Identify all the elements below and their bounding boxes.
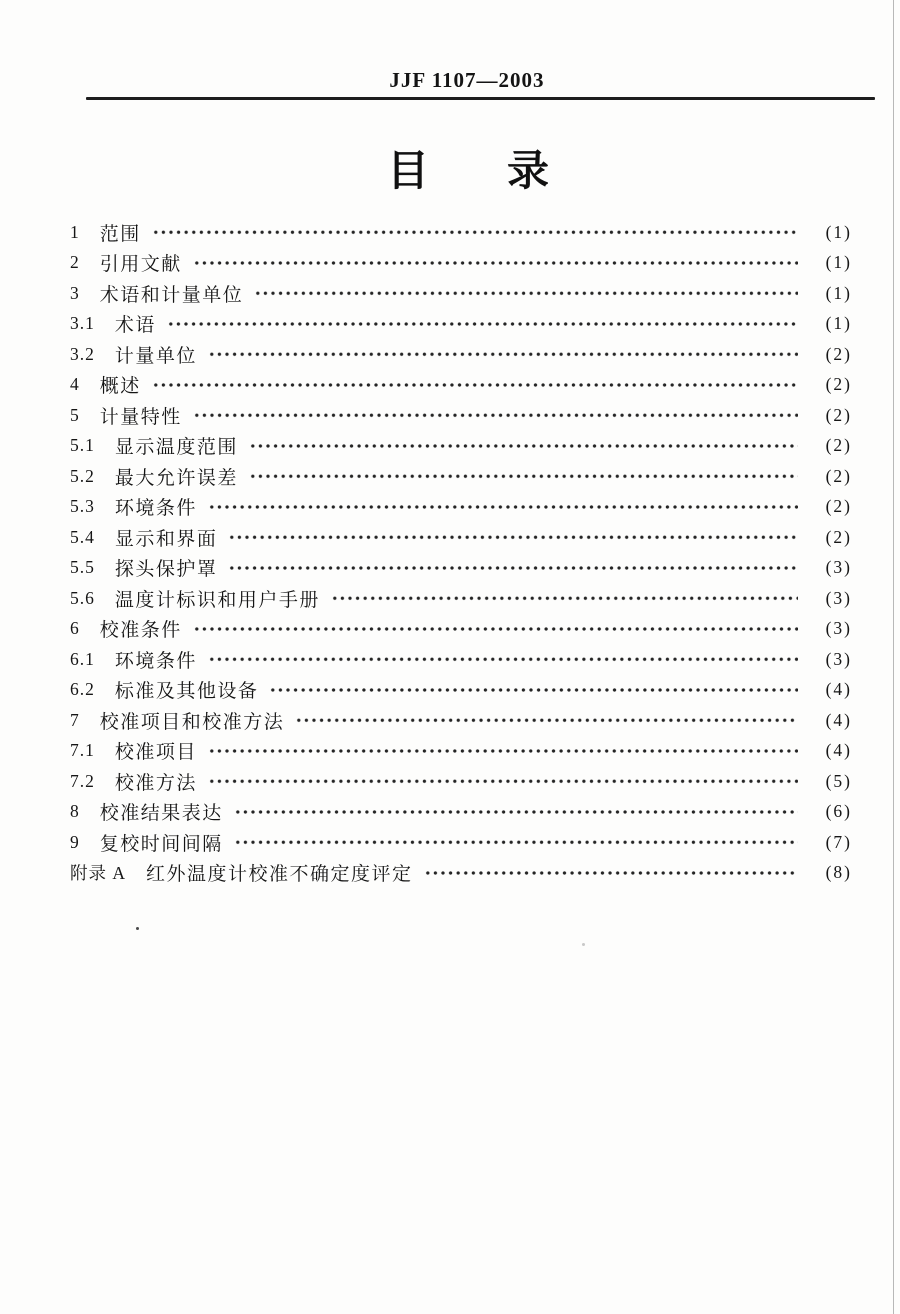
toc-entry-number: 4 <box>70 374 80 395</box>
dotted-leader <box>254 278 798 309</box>
toc-entry-page-number: (2) <box>825 526 852 547</box>
toc-entry <box>70 766 852 797</box>
dotted-leader <box>208 339 798 370</box>
scan-speck <box>136 927 139 930</box>
page-title-char-2: 录 <box>507 149 550 195</box>
dotted-leader <box>193 614 798 645</box>
toc-entry-number: 6 <box>70 618 80 639</box>
dotted-leader <box>208 736 798 767</box>
toc-entry-number: 5.3 <box>70 496 95 517</box>
dotted-leader <box>234 827 798 858</box>
toc-list <box>70 217 852 888</box>
toc-entry-page-number: (1) <box>825 252 852 273</box>
dotted-leader <box>295 705 798 736</box>
toc-entry <box>70 858 852 889</box>
dotted-leader <box>152 370 798 401</box>
toc-entry <box>70 827 852 858</box>
toc-entry-number: 5.4 <box>70 526 95 547</box>
toc-entry-number: 3.1 <box>70 313 95 334</box>
toc-entry <box>70 705 852 736</box>
dotted-leader <box>208 492 798 523</box>
document-code-header: JJF 1107—2003 <box>389 68 545 92</box>
toc-entry <box>70 400 852 431</box>
page-title-char-1: 目 <box>386 149 429 195</box>
toc-entry-label: 校准条件 <box>99 620 182 642</box>
toc-entry-label: 校准项目和校准方法 <box>99 711 285 733</box>
toc-entry-number: 6.1 <box>70 648 95 669</box>
toc-entry-label: 概述 <box>99 376 141 398</box>
toc-entry-page-number: (3) <box>825 587 852 608</box>
toc-entry-label: 红外温度计校准不确定度评定 <box>146 864 413 886</box>
toc-entry-page-number: (2) <box>825 465 852 486</box>
header-rule <box>86 97 875 100</box>
toc-entry-label: 复校时间间隔 <box>99 833 223 855</box>
toc-entry-label: 标准及其他设备 <box>114 681 259 703</box>
page-title <box>0 138 900 198</box>
toc-entry <box>70 522 852 553</box>
toc-entry-page-number: (5) <box>825 770 852 791</box>
toc-entry-number: 5.5 <box>70 557 95 578</box>
toc-entry-label: 计量单位 <box>114 345 197 367</box>
toc-entry-label: 计量特性 <box>99 406 182 428</box>
toc-entry-page-number: (4) <box>825 679 852 700</box>
dotted-leader <box>208 766 798 797</box>
toc-entry-number: 1 <box>70 221 80 242</box>
toc-entry-page-number: (8) <box>825 862 852 883</box>
dotted-leader <box>249 431 798 462</box>
toc-entry-label: 校准结果表达 <box>99 803 223 825</box>
toc-entry-page-number: (4) <box>825 740 852 761</box>
toc-entry-label: 引用文献 <box>99 254 182 276</box>
toc-entry <box>70 736 852 767</box>
dotted-leader <box>331 583 798 614</box>
toc-entry-label: 术语 <box>114 315 156 337</box>
toc-entry <box>70 614 852 645</box>
toc-entry-page-number: (1) <box>825 282 852 303</box>
toc-entry-page-number: (2) <box>825 343 852 364</box>
dotted-leader <box>228 522 798 553</box>
toc-entry-number: 2 <box>70 252 80 273</box>
toc-entry-number: 7.1 <box>70 740 95 761</box>
toc-entry-page-number: (2) <box>825 374 852 395</box>
toc-entry-page-number: (6) <box>825 801 852 822</box>
toc-entry-number: 附录 A <box>70 863 127 884</box>
toc-entry <box>70 553 852 584</box>
toc-entry-number: 3.2 <box>70 343 95 364</box>
page-edge-line <box>893 0 894 1314</box>
toc-entry-number: 3 <box>70 282 80 303</box>
toc-entry-label: 术语和计量单位 <box>99 284 244 306</box>
toc-entry-page-number: (2) <box>825 435 852 456</box>
dotted-leader <box>269 675 798 706</box>
toc-entry-label: 环境条件 <box>114 650 197 672</box>
toc-entry-number: 5 <box>70 404 80 425</box>
dotted-leader <box>208 644 798 675</box>
scan-speck <box>582 943 585 946</box>
toc-entry <box>70 431 852 462</box>
toc-entry-label: 探头保护罩 <box>114 559 218 581</box>
toc-entry-page-number: (1) <box>825 313 852 334</box>
toc-entry <box>70 583 852 614</box>
toc-entry-number: 5.2 <box>70 465 95 486</box>
toc-entry <box>70 644 852 675</box>
toc-entry <box>70 278 852 309</box>
toc-entry-number: 6.2 <box>70 679 95 700</box>
toc-entry-page-number: (2) <box>825 404 852 425</box>
toc-entry-label: 校准方法 <box>114 772 197 794</box>
toc-entry-number: 7.2 <box>70 770 95 791</box>
toc-entry <box>70 461 852 492</box>
toc-entry-page-number: (1) <box>825 221 852 242</box>
dotted-leader <box>152 217 798 248</box>
toc-entry-number: 8 <box>70 801 80 822</box>
dotted-leader <box>193 248 798 279</box>
dotted-leader <box>193 400 798 431</box>
toc-entry-page-number: (2) <box>825 496 852 517</box>
toc-entry-page-number: (3) <box>825 648 852 669</box>
toc-entry-number: 7 <box>70 709 80 730</box>
toc-entry <box>70 217 852 248</box>
toc-entry-number: 9 <box>70 831 80 852</box>
toc-entry-page-number: (7) <box>825 831 852 852</box>
toc-entry-label: 显示温度范围 <box>114 437 238 459</box>
toc-entry-label: 校准项目 <box>114 742 197 764</box>
toc-entry-number: 5.6 <box>70 587 95 608</box>
toc-entry-label: 范围 <box>99 223 141 245</box>
dotted-leader <box>234 797 798 828</box>
toc-entry-number: 5.1 <box>70 435 95 456</box>
dotted-leader <box>167 309 798 340</box>
toc-entry-label: 显示和界面 <box>114 528 218 550</box>
dotted-leader <box>228 553 798 584</box>
toc-entry <box>70 248 852 279</box>
toc-entry-page-number: (4) <box>825 709 852 730</box>
toc-entry-label: 最大允许误差 <box>114 467 238 489</box>
toc-entry <box>70 339 852 370</box>
toc-entry-page-number: (3) <box>825 557 852 578</box>
toc-entry-label: 环境条件 <box>114 498 197 520</box>
toc-entry <box>70 797 852 828</box>
toc-entry <box>70 370 852 401</box>
toc-entry <box>70 675 852 706</box>
dotted-leader <box>424 858 798 889</box>
toc-entry <box>70 309 852 340</box>
dotted-leader <box>249 461 798 492</box>
toc-entry <box>70 492 852 523</box>
toc-entry-label: 温度计标识和用户手册 <box>114 589 320 611</box>
toc-entry-page-number: (3) <box>825 618 852 639</box>
